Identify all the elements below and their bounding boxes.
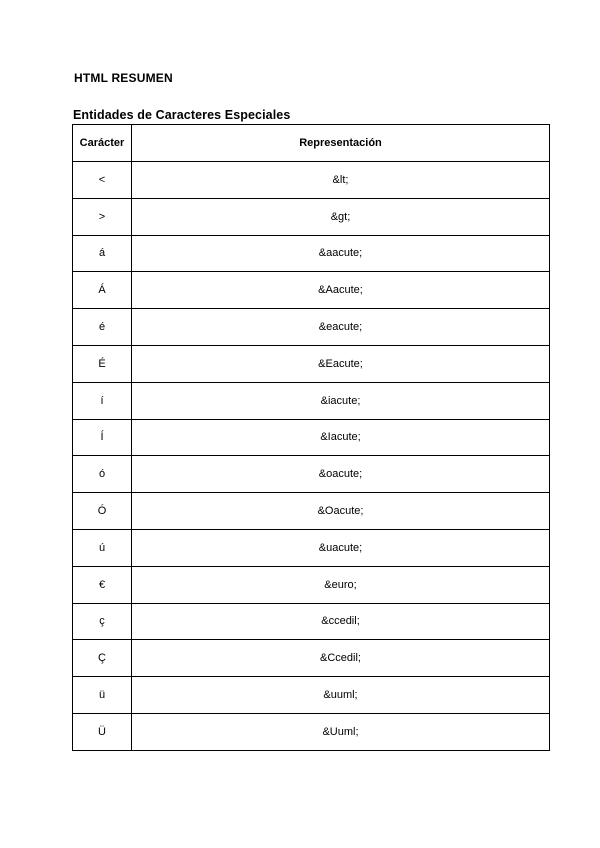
entities-table <box>72 124 550 751</box>
entity-cell: &gt; <box>132 198 550 235</box>
entity-cell: &Oacute; <box>132 493 550 530</box>
section-title: Entidades de Caracteres Especiales <box>73 108 291 122</box>
character-cell: Í <box>73 419 132 456</box>
entity-cell: &Eacute; <box>132 345 550 382</box>
table-row <box>73 493 550 530</box>
character-cell: Ó <box>73 493 132 530</box>
entity-cell: &uuml; <box>132 677 550 714</box>
character-cell: é <box>73 309 132 346</box>
character-cell: í <box>73 382 132 419</box>
table-row <box>73 309 550 346</box>
table-row <box>73 456 550 493</box>
table-row <box>73 345 550 382</box>
character-cell: á <box>73 235 132 272</box>
entity-cell: &Iacute; <box>132 419 550 456</box>
entity-cell: &euro; <box>132 566 550 603</box>
table-row <box>73 677 550 714</box>
character-cell: ç <box>73 603 132 640</box>
entity-cell: &eacute; <box>132 309 550 346</box>
header-character: Carácter <box>73 125 132 162</box>
entity-cell: &Aacute; <box>132 272 550 309</box>
character-cell: ó <box>73 456 132 493</box>
entity-cell: &ccedil; <box>132 603 550 640</box>
entity-cell: &lt; <box>132 162 550 199</box>
table-row <box>73 713 550 750</box>
table-row <box>73 566 550 603</box>
character-cell: ü <box>73 677 132 714</box>
document-title: HTML RESUMEN <box>74 71 173 85</box>
table-row <box>73 640 550 677</box>
character-cell: Ç <box>73 640 132 677</box>
entity-cell: &oacute; <box>132 456 550 493</box>
table-row <box>73 382 550 419</box>
character-cell: Á <box>73 272 132 309</box>
table-row <box>73 198 550 235</box>
table-row <box>73 603 550 640</box>
entity-cell: &Uuml; <box>132 713 550 750</box>
character-cell: ú <box>73 529 132 566</box>
table-row <box>73 419 550 456</box>
table-row <box>73 272 550 309</box>
character-cell: < <box>73 162 132 199</box>
header-representation: Representación <box>132 125 550 162</box>
entity-cell: &uacute; <box>132 529 550 566</box>
character-cell: € <box>73 566 132 603</box>
table-header-row <box>73 125 550 162</box>
table-row <box>73 162 550 199</box>
entity-cell: &iacute; <box>132 382 550 419</box>
entity-cell: &aacute; <box>132 235 550 272</box>
table-row <box>73 235 550 272</box>
character-cell: Ü <box>73 713 132 750</box>
character-cell: É <box>73 345 132 382</box>
table-row <box>73 529 550 566</box>
character-cell: > <box>73 198 132 235</box>
entity-cell: &Ccedil; <box>132 640 550 677</box>
